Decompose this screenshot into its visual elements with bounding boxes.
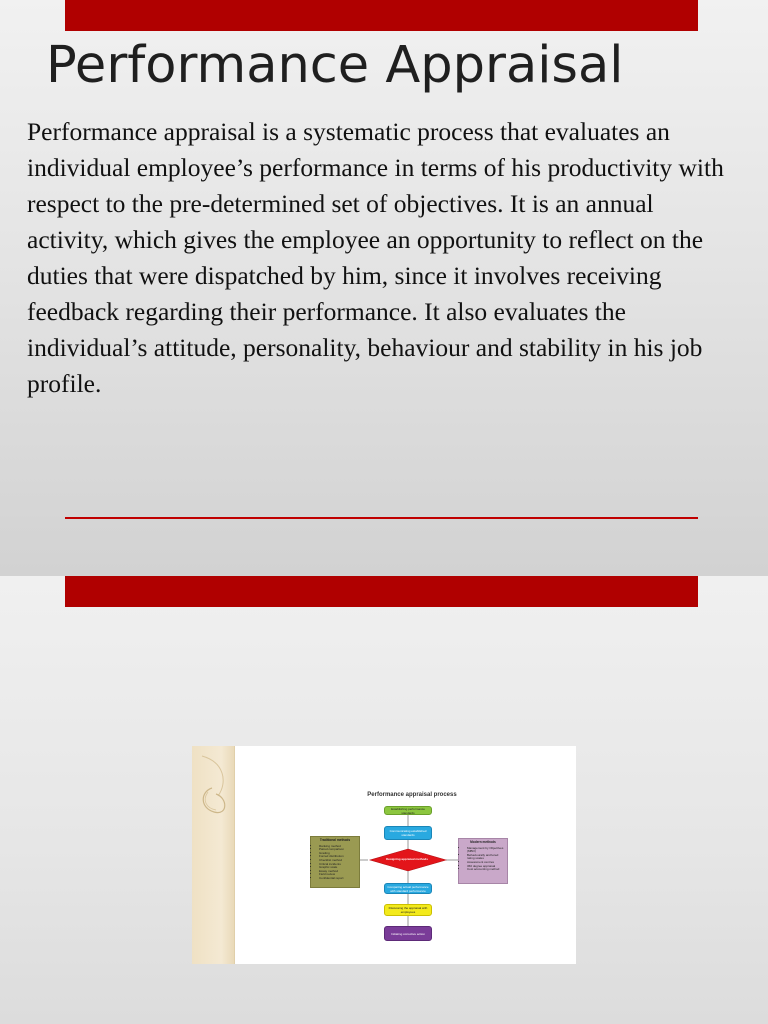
slide-title: Performance Appraisal xyxy=(46,36,624,95)
traditional-method-item: • Graphic scale xyxy=(319,866,356,870)
traditional-method-item: • Grading xyxy=(319,852,356,856)
modern-method-item: • Management by Objectives (MBO) xyxy=(467,847,504,854)
flow-step-4: Comparing actual performance with standard performance xyxy=(384,883,432,894)
traditional-method-item: • Checklist method xyxy=(319,859,356,863)
performance-appraisal-process-image xyxy=(192,746,576,964)
traditional-method-item: • Essay method xyxy=(319,870,356,874)
traditional-method-item: • Forced distribution xyxy=(319,855,356,859)
traditional-method-item: • Critical incidents xyxy=(319,863,356,867)
decision-label: Designing appraisal methods xyxy=(386,857,428,862)
top-accent-bar xyxy=(65,0,698,31)
figure-title: Performance appraisal process xyxy=(367,792,457,798)
modern-method-item: • Assessment centres xyxy=(467,861,504,865)
modern-methods-box xyxy=(458,838,508,884)
bottom-divider-line xyxy=(65,517,698,519)
flow-step-3 xyxy=(368,849,446,871)
flow-step-1: Establishing performance standards xyxy=(384,806,432,815)
modern-methods-heading: Modern methods xyxy=(470,840,496,844)
flow-step-2: Communicating established standards xyxy=(384,826,432,840)
top-accent-bar xyxy=(65,576,698,607)
modern-method-item: • 360 degree appraisal xyxy=(467,865,504,869)
slide-body-text: Performance appraisal is a systematic process that evaluates an individual employee’s performance in terms of his productivity with respect to the pre-determined set of objectives. It is an annual activity, which gives the employee an opportunity to reflect on the duties that were dispatched by him, since it involves receiving feedback regarding their performance. It also evaluates the individual’s attitude, personality, behaviour and stability in his job profile. xyxy=(27,117,724,398)
slide-2 xyxy=(0,576,768,1024)
traditional-method-item: • Ranking method xyxy=(319,845,356,849)
flow-step-5: Discussing the appraisal with employees xyxy=(384,904,432,916)
modern-method-item: • Cost accounting method xyxy=(467,868,504,872)
traditional-method-item: • Paired comparison xyxy=(319,848,356,852)
traditional-method-item: • Field review xyxy=(319,873,356,877)
traditional-methods-box xyxy=(310,836,360,888)
modern-method-item: • Behaviourally anchored rating scales xyxy=(467,854,504,861)
traditional-methods-heading: Traditional methods xyxy=(319,838,351,842)
flow-step-6: Initiating corrective action xyxy=(384,926,432,941)
traditional-method-item: • Confidential report xyxy=(319,877,356,881)
